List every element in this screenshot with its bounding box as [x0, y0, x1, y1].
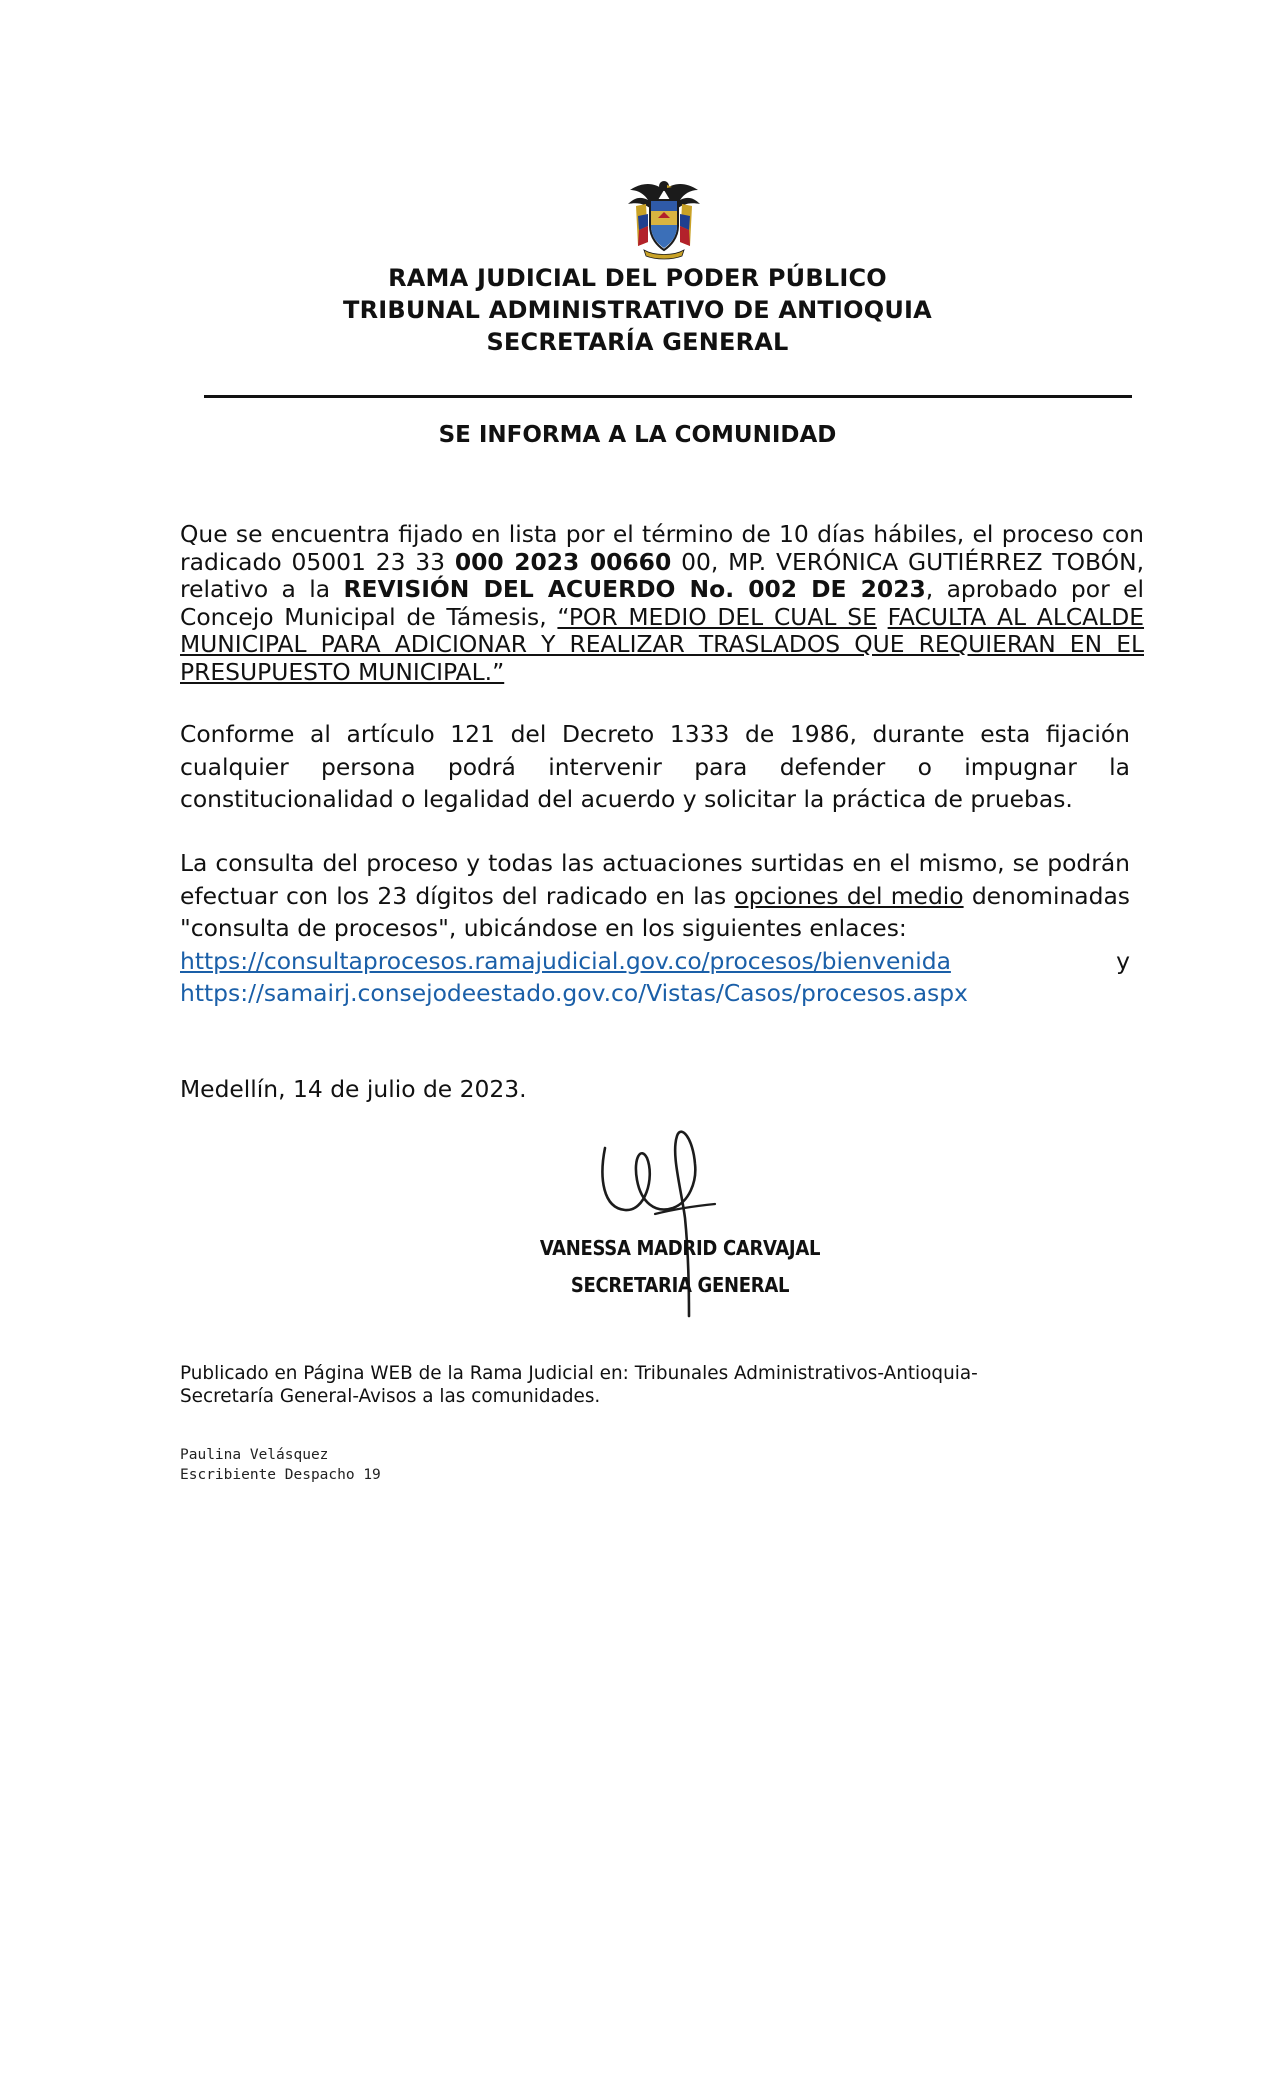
header-line-1: RAMA JUDICIAL DEL PODER PÚBLICO	[388, 264, 887, 292]
samairj-link[interactable]: https://samairj.consejodeestado.gov.co/Vistas/Casos/procesos.aspx	[180, 979, 968, 1007]
p1-text-1: Que se encuentra fijado en lista por el término de 10 días hábiles, el proceso con radicado 05001 23 33	[180, 520, 1144, 576]
p1-quote-part-2: FACULTA AL ALCALDE MUNICIPAL PARA ADICIONAR Y REALIZAR TRASLADOS QUE REQUIERAN EN EL PRESUPUESTO MUNICIPAL.”	[180, 602, 1145, 686]
link-conjunction: y	[1116, 946, 1130, 975]
p1-text-3: , aprobado por el Concejo Municipal de Támesis,	[180, 575, 1145, 631]
p1-radicado-bold: 000 2023 00660	[454, 547, 672, 576]
document-date: Medellín, 14 de julio de 2023.	[180, 1075, 527, 1103]
notice-title: SE INFORMA A LA COMUNIDAD	[438, 422, 837, 448]
header-line-3: SECRETARÍA GENERAL	[486, 328, 789, 356]
publication-note: Publicado en Página WEB de la Rama Judicial en: Tribunales Administrativos-Antioquia-Secretaría General-Avisos a las comunidades.	[180, 1363, 978, 1407]
p1-space	[877, 603, 888, 631]
typist-name: Paulina Velásquez	[180, 1447, 329, 1463]
p3-text-1: La consulta del proceso y todas las actuaciones surtidas en el mismo, se podrán efectuar con los 23 dígitos del radicado en las	[180, 849, 1130, 910]
paragraph-consultation	[180, 847, 1130, 1010]
link-row-2	[180, 977, 1130, 1010]
p3-underlined-options: opciones del medio	[734, 881, 964, 910]
paragraph-article-121: Conforme al artículo 121 del Decreto 1333 de 1986, durante esta fijación cualquier persona podrá intervenir para defender o impugnar la constitucionalidad o legalidad del acuerdo y solicitar la práctica de pruebas.	[180, 720, 1130, 813]
link-row	[180, 945, 1130, 978]
p1-acuerdo-bold: REVISIÓN DEL ACUERDO No. 002 DE 2023	[343, 575, 926, 603]
p3-text-2: denominadas "consulta de procesos", ubicándose en los siguientes enlaces:	[180, 881, 1130, 942]
signatory-name: VANESSA MADRID CARVAJAL	[539, 1236, 821, 1260]
colombia-coat-of-arms-icon	[624, 176, 704, 260]
header-line-2: TRIBUNAL ADMINISTRATIVO DE ANTIOQUIA	[343, 296, 932, 324]
p1-text-2: 00, MP. VERÓNICA GUTIÉRREZ TOBÓN, relativo a la	[180, 547, 1145, 603]
consultaprocesos-link[interactable]: https://consultaprocesos.ramajudicial.gov.co/procesos/bienvenida	[180, 946, 951, 975]
header-divider	[204, 395, 1132, 398]
p1-quote-part-1: “POR MEDIO DEL CUAL SE	[557, 602, 877, 631]
typist-role: Escribiente Despacho 19	[180, 1467, 381, 1483]
institution-header	[0, 262, 1275, 358]
paragraph-fixation	[180, 521, 1144, 686]
typist-block	[180, 1445, 381, 1485]
signatory-title: SECRETARIA GENERAL	[570, 1273, 790, 1297]
